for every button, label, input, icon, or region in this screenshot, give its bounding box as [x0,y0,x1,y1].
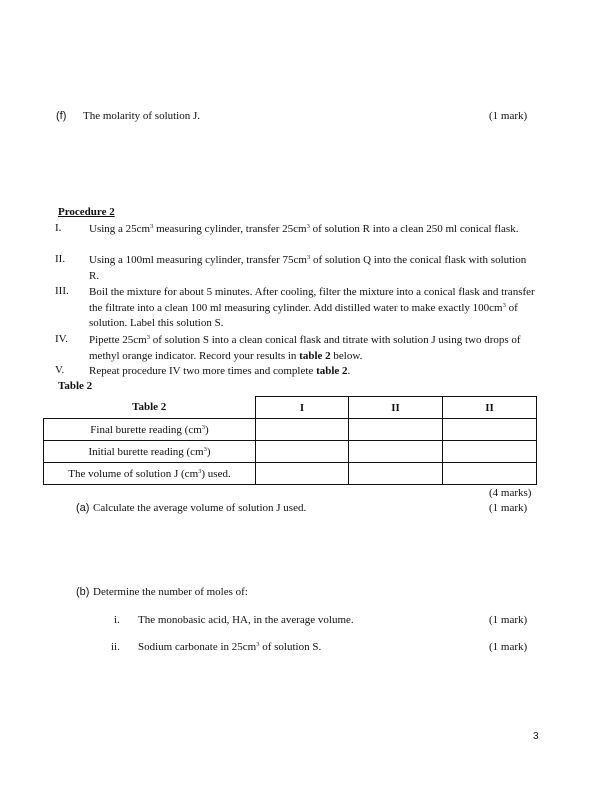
question-a-marks: (1 mark) [489,502,528,514]
question-f-text: The molarity of solution J. [83,110,201,122]
table-row [44,419,537,441]
row-label: Initial burette reading $(cm^3)$ [44,441,256,463]
table-header-cell: I [256,397,349,419]
row-label: The volume of solution J $(cm^3)$ used. [44,463,256,485]
question-b-item-number: ii. [111,641,120,653]
procedure-title: Procedure 2 [58,206,115,218]
table-input-cell[interactable] [349,463,443,485]
step-number: I. [55,222,62,234]
step-number: II. [55,253,66,265]
table-header-cell: II [349,397,443,419]
page-number: 3 [533,731,539,742]
question-b-label: (b) [76,586,90,598]
question-f-marks: (1 mark) [489,110,528,122]
table-caption: Table 2 [58,380,93,392]
step-text: Using a $25cm^3$ measuring cylinder, transfer $25cm^3$ of solution R into a clean 250 ml conical flask. [89,223,519,235]
table-input-cell[interactable] [443,441,537,463]
table-input-cell[interactable] [349,419,443,441]
table-row [44,463,537,485]
question-b-item-text: Sodium carbonate in $25cm^3$ of solution S. [138,641,322,653]
table-input-cell[interactable] [256,419,349,441]
question-b-text: Determine the number of moles of: [93,586,248,598]
table-input-cell[interactable] [256,441,349,463]
results-table [43,396,537,485]
row-label: Final burette reading $(cm^3)$ [44,419,256,441]
step-number: IV. [55,333,68,345]
question-b-item-marks: (1 mark) [489,614,528,626]
step-number: III. [55,285,69,297]
question-b-item-number: i. [114,614,120,626]
step-text: Pipette $25cm^3$ of solution S into a clean conical flask and titrate with solution J using two drops of methyl orange indicator. Record your results in table 2 below. [89,334,521,362]
table-input-cell[interactable] [443,463,537,485]
question-a-text: Calculate the average volume of solution J used. [93,502,307,514]
step-text: Boil the mixture for about 5 minutes. After cooling, filter the mixture into a conical flask and transfer the filtrate into a clean 100 ml measuring cylinder. Add distilled water to make exactly $100cm^3$ of solution. Label this solution S. [89,286,535,329]
table-input-cell[interactable] [349,441,443,463]
question-b-item-text: The monobasic acid, HA, in the average volume. [138,614,354,626]
question-f-label: (f) [56,110,67,122]
step-number: V. [55,364,65,376]
table-marks: (4 marks) [489,487,532,499]
table-input-cell[interactable] [443,419,537,441]
step-text: Using a 100ml measuring cylinder, transfer $75cm^3$ of solution Q into the conical flask with solution R. [89,254,527,282]
table-header-cell: Table 2 [44,397,256,419]
step-text: Repeat procedure IV two more times and complete table 2. [89,365,351,377]
table-header-cell: II [443,397,537,419]
table-input-cell[interactable] [256,463,349,485]
table-row [44,441,537,463]
question-a-label: (a) [76,502,90,514]
question-b-item-marks: (1 mark) [489,641,528,653]
table-header-row [44,397,537,419]
